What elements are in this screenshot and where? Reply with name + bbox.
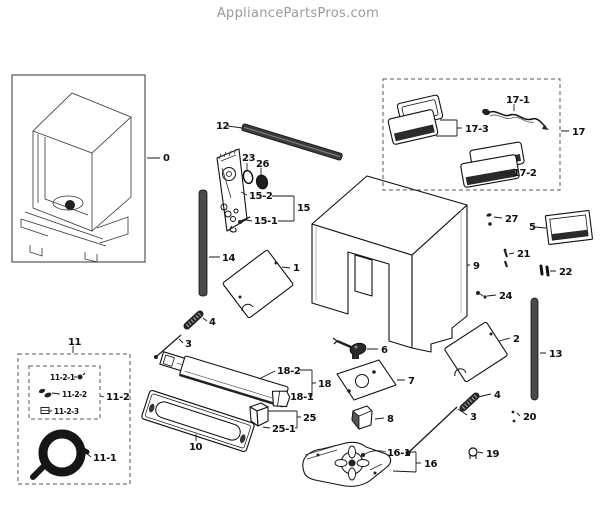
part-label-12: 12 <box>216 121 230 132</box>
part-label-21: 21 <box>517 249 531 260</box>
part-label-18-1: 18-1 <box>290 392 314 403</box>
part-label-9: 9 <box>473 261 480 272</box>
part-13-bar <box>531 298 538 400</box>
part-label-13: 13 <box>549 349 563 360</box>
part-label-25: 25 <box>303 413 317 424</box>
part-label-7: 7 <box>408 376 415 387</box>
part-label-16: 16 <box>424 459 438 470</box>
part-22-clips <box>541 266 548 275</box>
part-label-8: 8 <box>387 414 394 425</box>
part-25-box <box>250 403 268 426</box>
part-21-screws <box>504 249 507 267</box>
part-label-17-3: 17-3 <box>465 124 489 135</box>
part-label-27: 27 <box>505 214 519 225</box>
part-17-1-harness <box>481 108 549 130</box>
part-label-11-2-3: 11-2-3 <box>54 407 79 416</box>
part-label-11-2-1: 11-2-1 <box>50 373 75 382</box>
part-label-11-2-2: 11-2-2 <box>62 390 87 399</box>
part-24-screw <box>476 291 487 299</box>
part-11-2-3-bracket-icon <box>41 408 49 414</box>
part-label-19: 19 <box>486 449 500 460</box>
part-8-bracket <box>352 406 372 429</box>
part-17-3-panels <box>388 95 443 145</box>
part-18-2-panel <box>179 356 288 407</box>
part-20-screws <box>512 411 516 423</box>
part-label-4-left: 4 <box>209 317 216 328</box>
part-label-1: 1 <box>293 263 300 274</box>
part-4-spring-left <box>187 314 200 326</box>
part-12-strip <box>241 123 343 160</box>
part-label-22: 22 <box>559 267 573 278</box>
part-label-26: 26 <box>256 159 270 170</box>
part-11-2-2-clamp-icons <box>38 388 52 398</box>
part-label-6: 6 <box>381 345 388 356</box>
part-label-3-right: 3 <box>470 412 477 423</box>
part-label-5: 5 <box>529 222 536 233</box>
part-7-plate <box>337 360 396 400</box>
part-14-bar <box>199 190 207 296</box>
part-label-11-1: 11-1 <box>93 453 117 464</box>
part-label-20: 20 <box>523 412 537 423</box>
part-17-2-panels <box>460 142 524 188</box>
part-16-base <box>303 442 391 486</box>
part-23-oring <box>242 170 254 185</box>
part-label-15-1: 15-1 <box>254 216 278 227</box>
part-label-10: 10 <box>189 442 203 453</box>
part-label-2: 2 <box>513 334 520 345</box>
part-label-15: 15 <box>297 203 311 214</box>
part-9-case <box>312 176 467 352</box>
part-label-17-2: 17-2 <box>513 168 537 179</box>
part-6-latch <box>333 338 367 359</box>
part-11-2-1-screw-icon <box>78 373 86 380</box>
part-label-16-1: 16-1 <box>387 448 411 459</box>
part-label-3-left: 3 <box>185 339 192 350</box>
part-11-1-hose-coil <box>33 434 87 477</box>
part-2-panel <box>444 322 508 383</box>
part-label-4-right: 4 <box>494 390 501 401</box>
part-19-clamp <box>469 448 477 459</box>
part-3-rod-right <box>406 407 458 456</box>
part-label-14: 14 <box>222 253 236 264</box>
part-label-18: 18 <box>318 379 332 390</box>
part-label-15-2: 15-2 <box>249 191 273 202</box>
part-label-18-2: 18-2 <box>277 366 301 377</box>
part-label-17: 17 <box>572 127 586 138</box>
part-27-screws <box>486 213 492 226</box>
part-label-25-1: 25-1 <box>272 424 296 435</box>
part-0-assembly-box <box>12 75 145 262</box>
part-label-24: 24 <box>499 291 513 302</box>
watermark-text: AppliancePartsPros.com <box>216 6 380 21</box>
part-label-11: 11 <box>68 337 82 348</box>
part-5-panel <box>545 210 592 244</box>
part-label-23: 23 <box>242 153 256 164</box>
part-26-cap <box>255 174 269 190</box>
part-4-spring-right <box>463 396 476 408</box>
part-label-17-1: 17-1 <box>506 95 530 106</box>
part-label-0: 0 <box>163 153 170 164</box>
part-label-11-2: 11-2 <box>106 392 130 403</box>
